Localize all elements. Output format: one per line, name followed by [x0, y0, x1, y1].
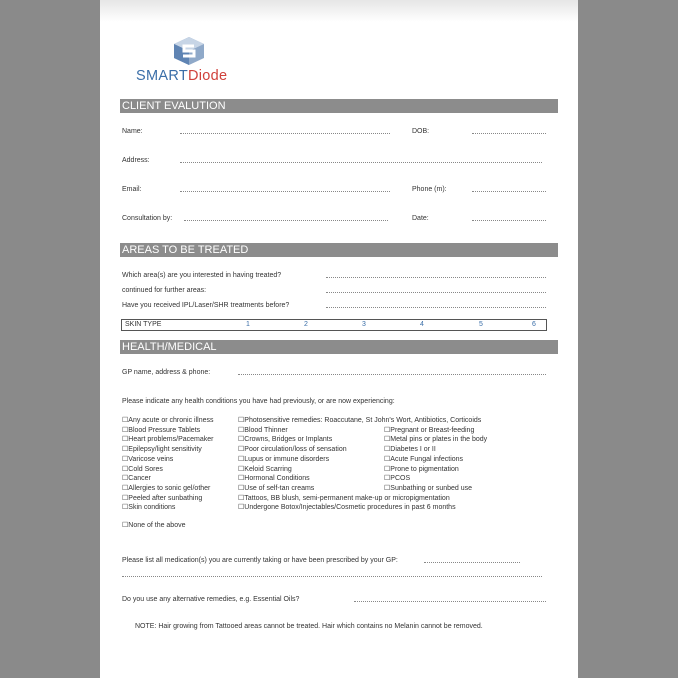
condition-checkbox[interactable]: ☐ Allergies to sonic gel/other: [122, 484, 214, 494]
remedies-question: Do you use any alternative remedies, e.g. Essential Oils?: [122, 596, 300, 603]
skin-type-option[interactable]: 1: [246, 321, 250, 328]
areas-continued-label: continued for further areas:: [122, 287, 207, 294]
phone-label: Phone (m):: [412, 186, 447, 193]
condition-checkbox[interactable]: ☐ Keloid Scarring: [238, 465, 481, 475]
medication-field-continued[interactable]: [122, 576, 542, 577]
condition-checkbox[interactable]: ☐ Sunbathing or sunbed use: [384, 484, 487, 494]
condition-checkbox[interactable]: ☐ Blood Pressure Tablets: [122, 426, 214, 436]
condition-checkbox[interactable]: ☐ Photosensitive remedies: Roaccutane, St John's Wort, Antibiotics, Corticoids: [238, 416, 481, 426]
email-label: Email:: [122, 186, 142, 193]
condition-checkbox[interactable]: ☐ Use of self-tan creams: [238, 484, 481, 494]
section-health: HEALTH/MEDICAL: [120, 340, 558, 354]
none-of-above-checkbox[interactable]: ☐ None of the above: [122, 521, 186, 531]
condition-checkbox[interactable]: ☐ Cold Sores: [122, 465, 214, 475]
brand-logo: [136, 36, 246, 86]
skin-type-option[interactable]: 4: [420, 321, 424, 328]
conditions-intro: Please indicate any health conditions you have had previously, or are now experiencing:: [122, 398, 395, 405]
condition-checkbox[interactable]: ☐ Poor circulation/loss of sensation: [238, 445, 481, 455]
condition-checkbox[interactable]: ☐ Cancer: [122, 474, 214, 484]
phone-field[interactable]: [472, 191, 546, 192]
condition-checkbox[interactable]: ☐ Undergone Botox/Injectables/Cosmetic procedures in past 6 months: [238, 503, 481, 513]
condition-checkbox[interactable]: ☐ Skin conditions: [122, 503, 214, 513]
brand-name: SMARTDiode: [136, 68, 228, 84]
skin-type-label: SKIN TYPE: [125, 321, 162, 328]
date-field[interactable]: [472, 220, 546, 221]
skin-type-option[interactable]: 5: [479, 321, 483, 328]
section-client-evaluation: CLIENT EVALUTION: [120, 99, 558, 113]
condition-checkbox[interactable]: ☐ Lupus or immune disorders: [238, 455, 481, 465]
areas-question: Which area(s) are you interested in having treated?: [122, 272, 282, 279]
hair-note: NOTE: Hair growing from Tattooed areas cannot be treated. Hair which contains no Melanin cannot be removed.: [135, 623, 483, 630]
address-label: Address:: [122, 157, 150, 164]
skin-type-row: [121, 319, 547, 331]
condition-checkbox[interactable]: ☐ Acute Fungal infections: [384, 455, 487, 465]
prior-treatment-field[interactable]: [326, 307, 546, 308]
condition-checkbox[interactable]: ☐ Metal pins or plates in the body: [384, 435, 487, 445]
areas-continued-field[interactable]: [326, 292, 546, 293]
email-field[interactable]: [180, 191, 390, 192]
skin-type-option[interactable]: 2: [304, 321, 308, 328]
date-label: Date:: [412, 215, 429, 222]
condition-checkbox[interactable]: ☐ Hormonal Conditions: [238, 474, 481, 484]
condition-checkbox[interactable]: ☐ Tattoos, BB blush, semi-permanent make-up or micropigmentation: [238, 494, 481, 504]
logo-cube-icon: [172, 36, 206, 66]
condition-checkbox[interactable]: ☐ Epilepsy/light sensitivity: [122, 445, 214, 455]
form-page: [100, 0, 578, 678]
condition-checkbox[interactable]: ☐ Peeled after sunbathing: [122, 494, 214, 504]
conditions-column-3: [384, 426, 487, 494]
condition-checkbox[interactable]: ☐ Pregnant or Breast-feeding: [384, 426, 487, 436]
medication-question: Please list all medication(s) you are currently taking or have been prescribed by your GP:: [122, 557, 398, 564]
gp-label: GP name, address & phone:: [122, 369, 211, 376]
condition-checkbox[interactable]: ☐ Heart problems/Pacemaker: [122, 435, 214, 445]
name-label: Name:: [122, 128, 143, 135]
name-field[interactable]: [180, 133, 390, 134]
areas-field[interactable]: [326, 277, 546, 278]
dob-field[interactable]: [472, 133, 546, 134]
condition-checkbox[interactable]: ☐ Crowns, Bridges or Implants: [238, 435, 481, 445]
prior-treatment-question: Have you received IPL/Laser/SHR treatments before?: [122, 302, 290, 309]
condition-checkbox[interactable]: ☐ Diabetes I or II: [384, 445, 487, 455]
condition-checkbox[interactable]: ☐ Blood Thinner: [238, 426, 481, 436]
remedies-field[interactable]: [354, 601, 546, 602]
page-top-shadow: [100, 0, 578, 22]
consultation-field[interactable]: [184, 220, 388, 221]
medication-field[interactable]: [424, 562, 520, 563]
section-areas: AREAS TO BE TREATED: [120, 243, 558, 257]
address-field[interactable]: [180, 162, 542, 163]
condition-checkbox[interactable]: ☐ PCOS: [384, 474, 487, 484]
condition-checkbox[interactable]: ☐ Any acute or chronic illness: [122, 416, 214, 426]
consultation-label: Consultation by:: [122, 215, 173, 222]
condition-checkbox[interactable]: ☐ Varicose veins: [122, 455, 214, 465]
conditions-column-1: [122, 416, 214, 513]
condition-checkbox[interactable]: ☐ Prone to pigmentation: [384, 465, 487, 475]
none-of-above: [122, 521, 186, 531]
skin-type-option[interactable]: 3: [362, 321, 366, 328]
skin-type-option[interactable]: 6: [532, 321, 536, 328]
gp-field[interactable]: [238, 374, 546, 375]
dob-label: DOB:: [412, 128, 430, 135]
